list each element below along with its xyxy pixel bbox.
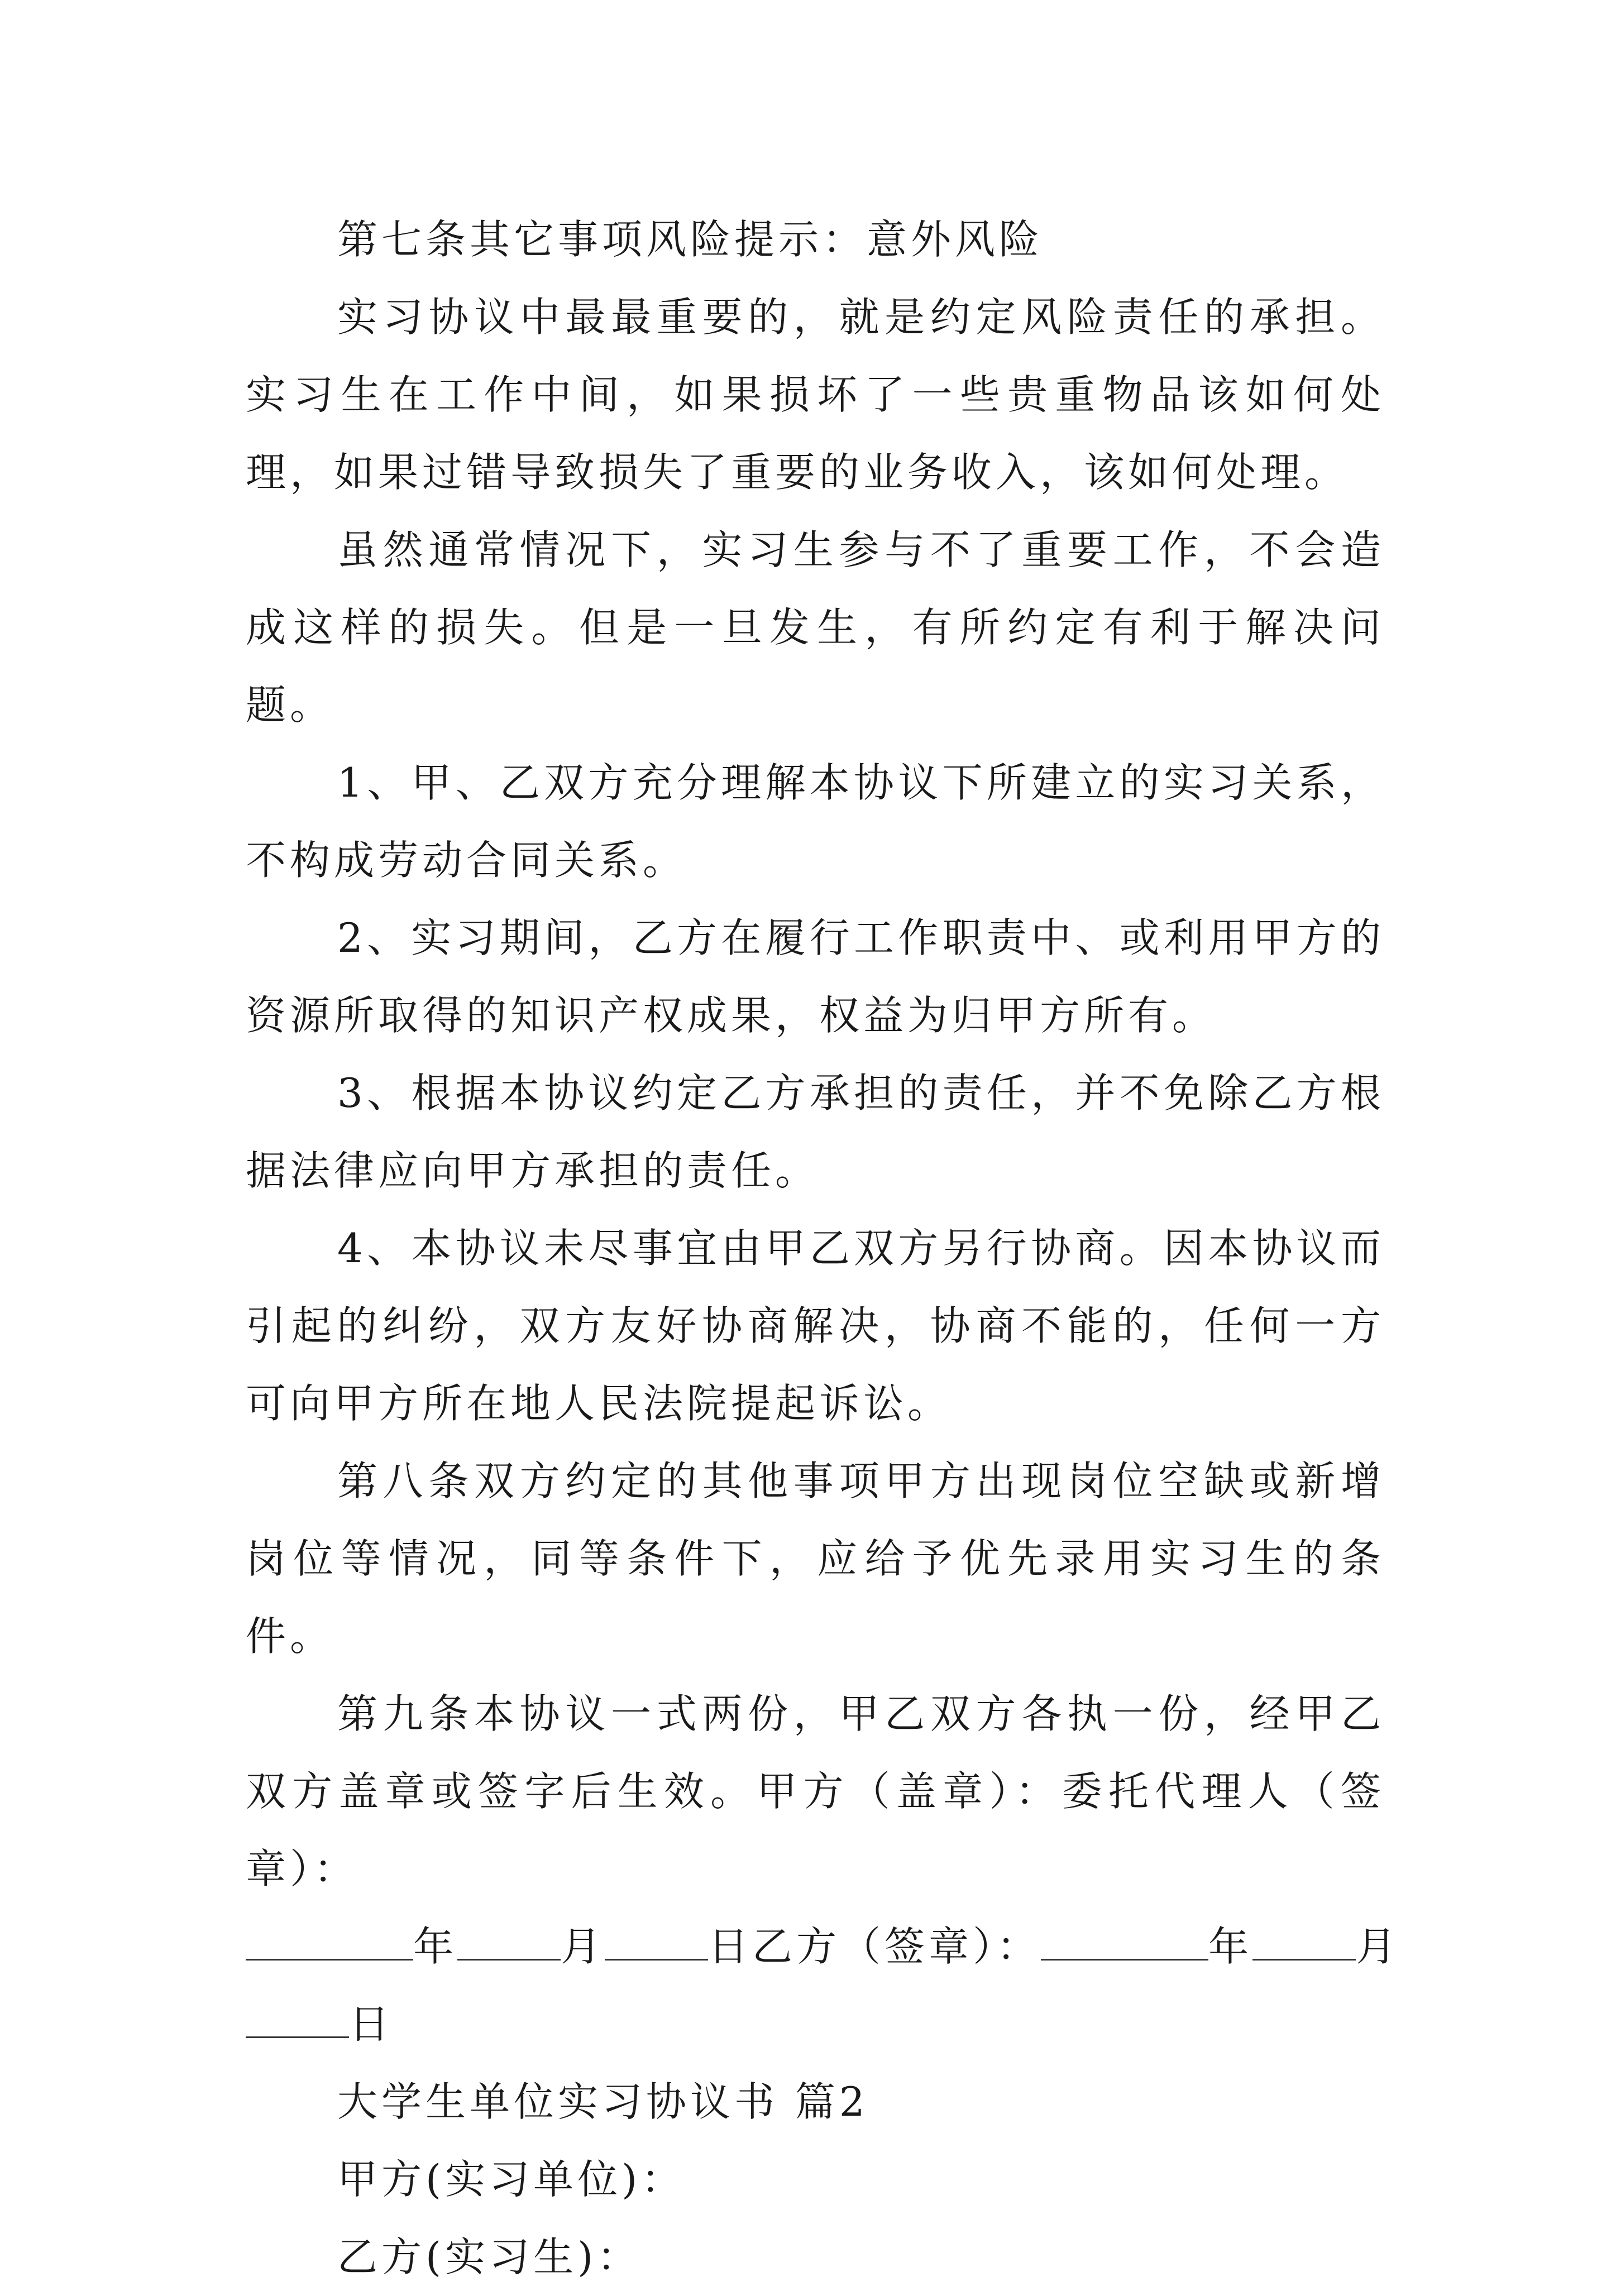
item-3: 3、根据本协议约定乙方承担的责任，并不免除乙方根据法律应向甲方承担的责任。 xyxy=(246,1070,1385,1194)
item-4: 4、本协议未尽事宜由甲乙双方另行协商。因本协议而引起的纠纷，双方友好协商解决，协商不能的，任何一方可向甲方所在地人民法院提起诉讼。 xyxy=(246,1225,1385,1427)
clause-8: 第八条双方约定的其他事项甲方出现岗位空缺或新增岗位等情况，同等条件下，应给予优先录用实习生的条件。 xyxy=(246,1458,1385,1660)
blank-month-b xyxy=(1252,1925,1356,1961)
paragraph-risk-agreement: 实习协议中最最重要的，就是约定风险责任的承担。实习生在工作中间，如果损坏了一些贵重物品该如何处理，如果过错导致损失了重要的业务收入，该如何处理。 xyxy=(246,294,1385,496)
section-heading: 大学生单位实习协议书 篇2 xyxy=(337,2078,869,2125)
month-label-2: 月 xyxy=(1356,1923,1400,1970)
document-page xyxy=(246,201,1400,2296)
blank-day-b xyxy=(246,2003,349,2038)
signature-day-line xyxy=(246,1986,1385,2063)
blank-year-a xyxy=(246,1925,413,1961)
item-1: 1、甲、乙双方充分理解本协议下所建立的实习关系，不构成劳动合同关系。 xyxy=(246,759,1385,884)
item-2: 2、实习期间，乙方在履行工作职责中、或利用甲方的资源所取得的知识产权成果，权益为归甲方所有。 xyxy=(246,914,1385,1039)
party-b-label: 乙方(实习生)： xyxy=(337,2233,642,2280)
year-label-2: 年 xyxy=(1208,1923,1253,1970)
party-a-label: 甲方(实习单位)： xyxy=(337,2156,686,2203)
month-label: 月 xyxy=(561,1923,605,1970)
blank-year-b xyxy=(1041,1925,1208,1961)
blank-month-a xyxy=(457,1925,561,1961)
year-label: 年 xyxy=(413,1923,458,1970)
day-party-b-label: 日乙方（签章）： xyxy=(708,1923,1041,1970)
paragraph-risk-usual: 虽然通常情况下，实习生参与不了重要工作，不会造成这样的损失。但是一旦发生，有所约定有利于解决问题。 xyxy=(246,526,1385,728)
blank-day-a xyxy=(605,1925,708,1961)
day-label: 日 xyxy=(349,2001,394,2048)
signature-date-line xyxy=(246,1908,1400,1986)
clause-9: 第九条本协议一式两份，甲乙双方各执一份，经甲乙双方盖章或签字后生效。甲方（盖章）：委托代理人（签章）： xyxy=(246,1690,1385,1892)
clause-7-heading: 第七条其它事项风险提示：意外风险 xyxy=(337,216,1044,263)
